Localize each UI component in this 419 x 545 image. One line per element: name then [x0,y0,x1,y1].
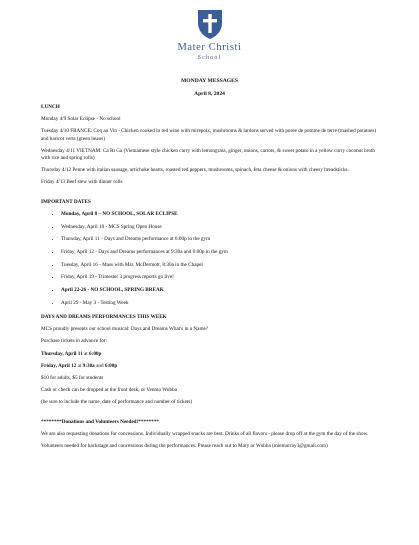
date-item: • Thursday, April 11 - Days and Dreams performance at 6:00p in the gym [61,236,381,243]
page-title: MONDAY MESSAGES [181,78,238,84]
performances-heading: DAYS AND DREAMS PERFORMANCES THIS WEEK [41,313,167,320]
lunch-item: Tuesday 4/10 FRANCE: Coq au Vin - Chicken cooked in red wine with mirepoix, mushrooms & lardons served with puree de pomme de terre (mashed potatoes) and haricot verts (green beans) [41,128,377,142]
date-item: • Monday, April 8 – NO SCHOOL, SOLAR ECLIPSE [61,211,381,218]
donations-text: We are also requesting donations for concessions. Individually wrapped snacks are best. Drinks of all flavors - please drop off at the gym the day of the show. [41,430,369,437]
date-item: • Friday, April 12 - Days and Dreams performances at 9:30a and 6:00p in the gym [61,249,381,256]
lunch-item: Friday 4/13 Beef stew with dinner rolls [41,179,123,186]
lunch-heading: LUNCH [41,104,60,110]
payment-info: Cash or check can be dropped at the front desk, or Venmo Wubba [41,387,178,394]
important-dates-heading: IMPORTANT DATES [41,198,91,205]
page-date: April 8, 2024 [194,91,225,97]
lunch-item: Monday 4/9 Solar Eclipse - No school [41,116,121,123]
donations-heading: ********Donations and Volunteers Needed!******** [41,418,160,425]
lunch-item: Thursday 4/12 Penne with italian sausage, artichoke hearts, roasted red peppers, mushrooms, spinach, feta cheese & onions with cheesy breadsticks. [41,167,349,174]
thursday-showtime: Thursday, April 11 at 6:00p [41,350,102,357]
volunteers-text: Volunteers needed for backstage and concessions during the performances. Please reach out to Mary or Wubba (mlemurray3@gmail.com) [41,442,328,449]
shield-cross-icon [195,8,225,40]
ticket-note: (be sure to include the name, date of performance and number of tickets) [41,399,193,406]
purchase-text: Purchase tickets in advance for: [41,338,107,345]
date-item: • Tuesday, April 16 - Mass with Msr. McDermott, 8:30a in the Chapel [61,262,381,269]
friday-showtimes: Friday, April 12 at 9:30a and 6:00p [41,362,118,369]
performances-intro: MCS proudly presents our school musical: Days and Dreams What's in a Name? [41,326,209,333]
school-subtitle: School [197,55,222,61]
important-dates-list [41,211,381,307]
ticket-prices: $10 for adults, $5 for students [41,374,104,381]
school-logo [0,0,419,72]
newsletter-content [41,104,381,455]
date-item: • Friday, April 19 - Trimester 3 progress reports go live! [61,274,381,281]
date-item: • Wednesday, April 10 - MCS Spring Open House [61,224,381,231]
date-item: • April 22-26 - NO SCHOOL, SPRING BREAK [61,287,381,294]
date-item: • April 29 - May 3 - Testing Week [61,300,381,307]
lunch-item: Wednesday 4/11 VIETNAM: Ca Ri Ga (Vietnamese style chicken curry with lemongrass, ginger, onions, carrots, & sweet potato in a yellow curry coconut broth with rice and spring rolls) [41,147,376,162]
school-name: Mater Christi [177,42,242,53]
